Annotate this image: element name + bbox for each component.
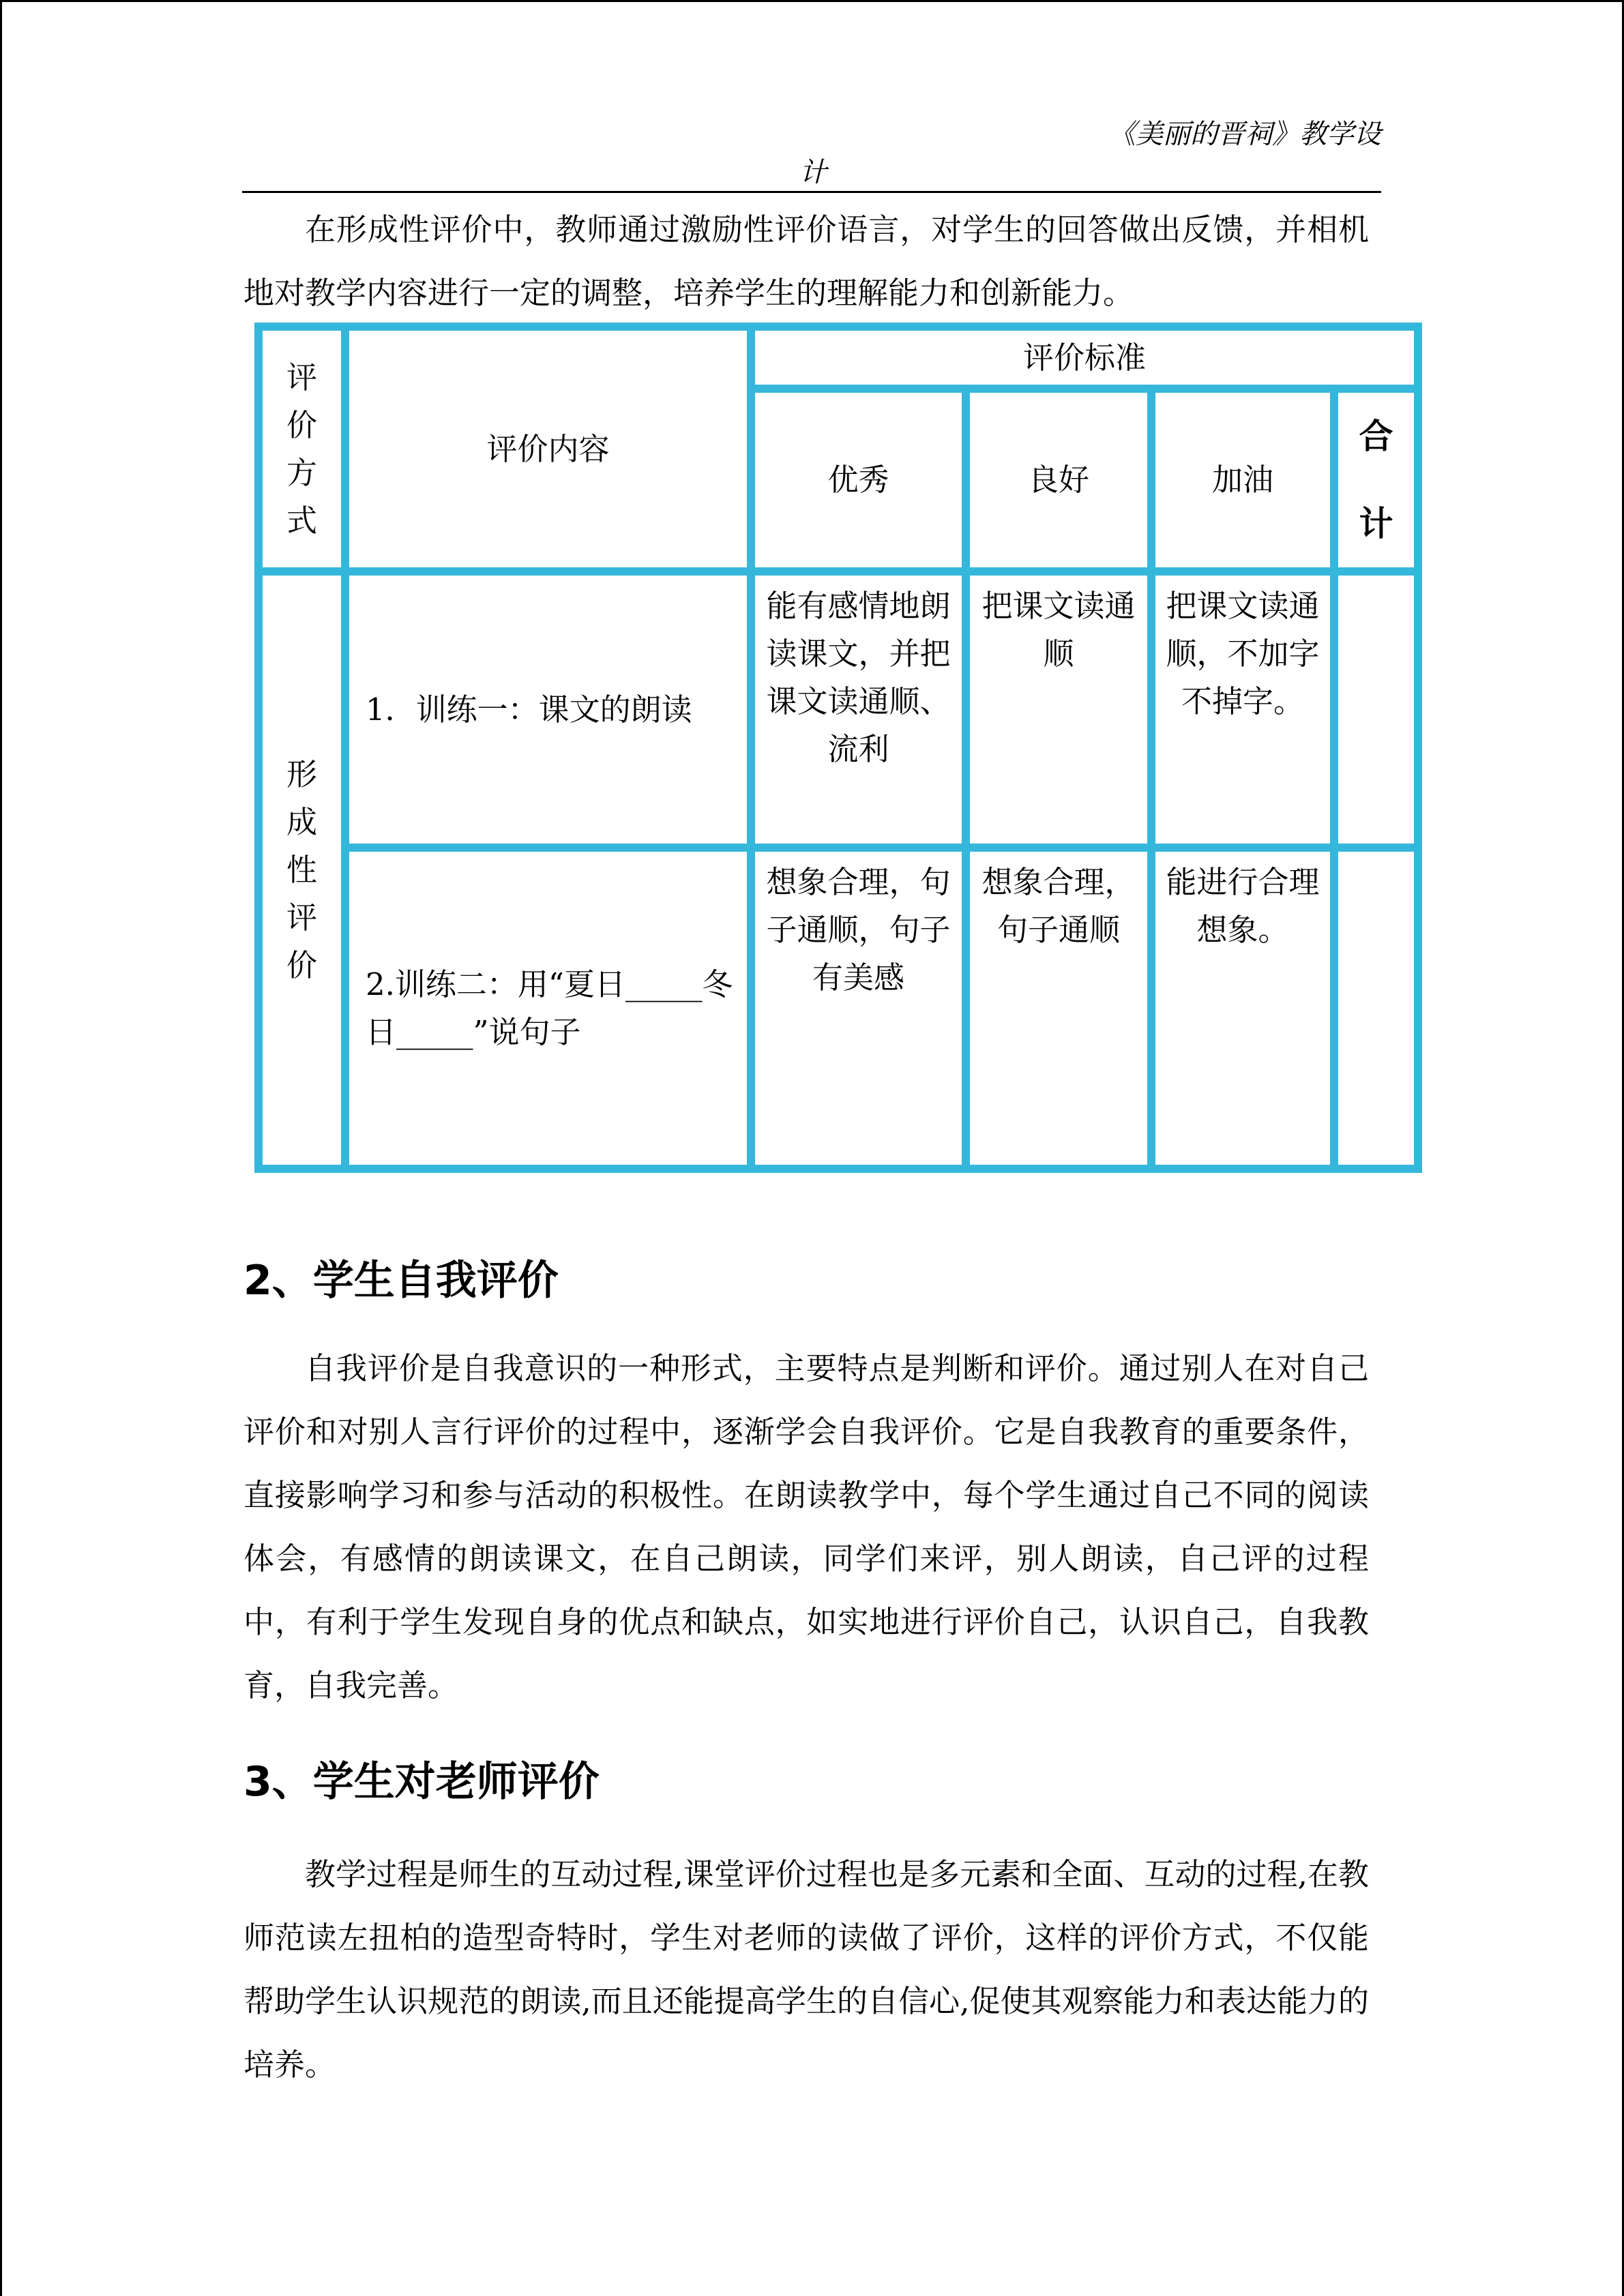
row1-good: 把课文读通顺 <box>981 588 1136 672</box>
header-rule <box>242 191 1381 193</box>
section3-paragraph: 教学过程是师生的互动过程,课堂评价过程也是多元素和全面、互动的过程,在教师范读左扭柏的造型奇特时，学生对老师的读做了评价，这样的评价方式，不仅能帮助学生认识规范的朗读,而且还能提高学生的自信心,促使其观察能力和表达能力的培养。 <box>243 1856 1369 2083</box>
table-row <box>259 571 1418 848</box>
header-total-cell <box>1334 389 1418 571</box>
section2-heading: 2、学生自我评价 <box>243 1257 559 1304</box>
header-content: 评价内容 <box>486 430 610 467</box>
row1-total-cell <box>1334 571 1418 848</box>
table-row <box>259 848 1418 1169</box>
row1-excellent-cell <box>751 571 966 848</box>
row2-good: 想象合理，句子通顺 <box>981 864 1136 948</box>
header-standard-cell <box>751 327 1418 389</box>
row2-content: 2.训练二：用“夏日_____冬日_____”说句子 <box>366 966 733 1050</box>
row1-content: 1．训练一：课文的朗读 <box>366 691 692 728</box>
header-standard: 评价标准 <box>1023 339 1147 376</box>
row2-good-cell <box>966 848 1151 1169</box>
intro-paragraph: 在形成性评价中，教师通过激励性评价语言，对学生的回答做出反馈，并相机地对教学内容进行一定的调整，培养学生的理解能力和创新能力。 <box>243 211 1369 311</box>
section3-heading: 3、学生对老师评价 <box>243 1758 600 1806</box>
row2-content-cell <box>345 848 751 1169</box>
method-value-cell <box>259 571 345 1169</box>
header-good-cell <box>966 389 1151 571</box>
running-header <box>242 109 1381 192</box>
page-border-top <box>0 0 1624 2</box>
running-header-line2: 计 <box>799 157 827 188</box>
row2-total-cell <box>1334 848 1418 1169</box>
header-improve: 加油 <box>1211 462 1273 498</box>
row1-content-cell <box>345 571 751 848</box>
row1-excellent: 能有感情地朗读课文，并把课文读通顺、流利 <box>766 588 951 767</box>
row1-improve: 把课文读通顺，不加字不掉字。 <box>1166 588 1320 719</box>
row1-improve-cell <box>1151 571 1334 848</box>
evaluation-table <box>254 323 1422 1173</box>
row2-excellent: 想象合理，句子通顺，句子有美感 <box>766 864 951 996</box>
header-improve-cell <box>1151 389 1334 571</box>
header-method: 评价方式 <box>286 359 317 539</box>
row2-improve-cell <box>1151 848 1334 1169</box>
header-good: 良好 <box>1027 462 1089 498</box>
method-value: 形成性评价 <box>286 756 317 983</box>
header-excellent: 优秀 <box>827 462 889 498</box>
header-content-cell <box>345 327 751 571</box>
running-header-line1: 《美丽的晋祠》教学设 <box>1108 119 1381 150</box>
header-method-cell <box>259 327 345 571</box>
section2-paragraph: 自我评价是自我意识的一种形式，主要特点是判断和评价。通过别人在对自己评价和对别人言行评价的过程中，逐渐学会自我评价。它是自我教育的重要条件，直接影响学习和参与活动的积极性。在朗读教学中，每个学生通过自己不同的阅读体会，有感情的朗读课文，在自己朗读，同学们来评，别人朗读，自己评的过程中，有利于学生发现自身的优点和缺点，如实地进行评价自己，认识自己，自我教育，自我完善。 <box>243 1350 1369 1703</box>
row2-excellent-cell <box>751 848 966 1169</box>
header-total: 合计 <box>1359 417 1393 543</box>
header-excellent-cell <box>751 389 966 571</box>
page-border-left <box>0 0 2 2296</box>
row2-improve: 能进行合理想象。 <box>1166 864 1320 948</box>
row1-good-cell <box>966 571 1151 848</box>
